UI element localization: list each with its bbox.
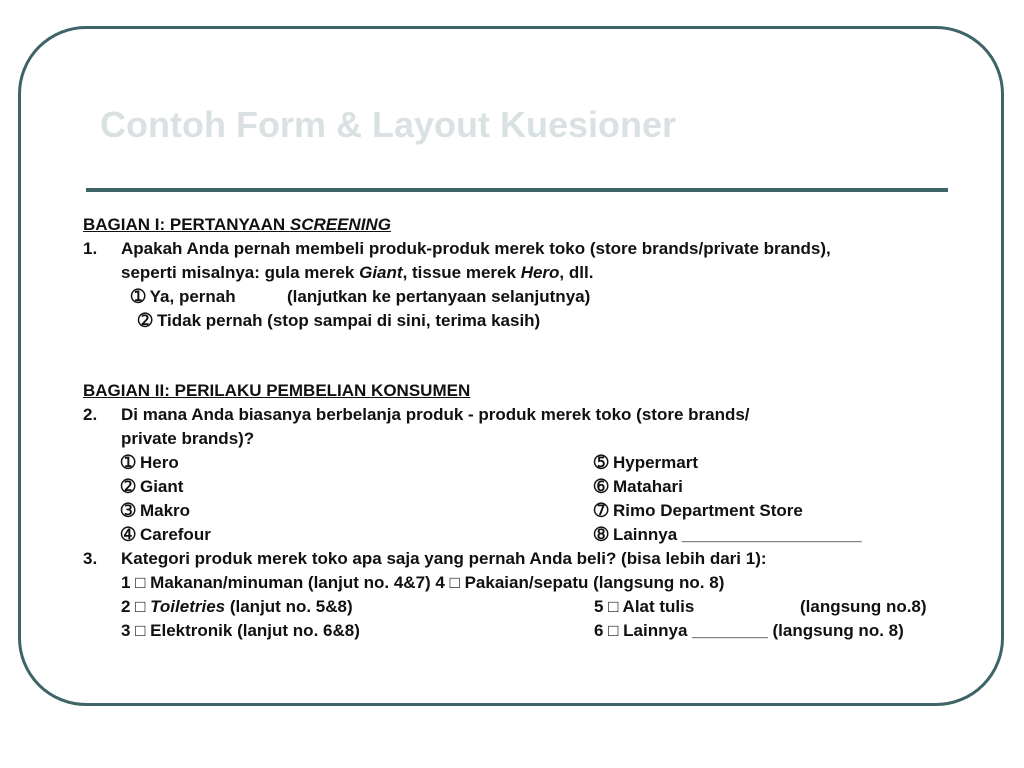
q1-option-no[interactable] — [83, 309, 983, 333]
q1-line2: seperti misalnya: gula merek Giant, tissue merek Hero, dll. — [121, 263, 594, 282]
q3-line1 — [83, 547, 983, 571]
q2-option-row — [83, 499, 983, 523]
q3-option-elektronik[interactable]: 3 □ Elektronik (lanjut no. 6&8) — [121, 621, 360, 640]
q2-line2: private brands)? — [121, 429, 255, 448]
q2-option-giant[interactable]: ➁ Giant — [121, 477, 184, 496]
q2-option-matahari[interactable]: ➅ Matahari — [594, 477, 683, 496]
section1-heading: BAGIAN I: PERTANYAAN SCREENING — [83, 215, 391, 234]
q3-option-alat-tulis-note: (langsung no.8) — [800, 597, 927, 616]
q3-option-alat-tulis[interactable]: 5 □ Alat tulis — [594, 597, 695, 616]
q2-option-rimo[interactable]: ➆ Rimo Department Store — [594, 501, 803, 520]
questionnaire-content — [83, 213, 983, 643]
q2-option-hypermart[interactable]: ➄ Hypermart — [594, 453, 699, 472]
q3-number: 3. — [83, 549, 98, 568]
q3-option-lainnya[interactable]: 6 □ Lainnya ________ (langsung no. 8) — [594, 621, 904, 640]
q1-line1 — [83, 237, 983, 261]
q2-text: Di mana Anda biasanya berbelanja produk - produk merek toko (store brands/ — [121, 405, 750, 424]
q2-option-row — [83, 523, 983, 547]
q3-option-row — [83, 571, 983, 595]
q2-option-makro[interactable]: ➂ Makro — [121, 501, 191, 520]
q1-option-no-label: ➁ Tidak pernah (stop sampai di sini, terima kasih) — [138, 311, 541, 330]
q3-option-row — [83, 619, 983, 643]
q2-option-row — [83, 475, 983, 499]
q2-line1 — [83, 403, 983, 427]
q3-option-row — [83, 595, 983, 619]
q3-text: Kategori produk merek toko apa saja yang pernah Anda beli? (bisa lebih dari 1): — [121, 549, 767, 568]
q3-options-makanan-pakaian[interactable]: 1 □ Makanan/minuman (lanjut no. 4&7) 4 □ Pakaian/sepatu (langsung no. 8) — [121, 573, 725, 592]
page-title: Contoh Form & Layout Kuesioner — [100, 104, 676, 145]
q1-text: Apakah Anda pernah membeli produk-produk merek toko (store brands/private brands), — [121, 239, 831, 258]
q3-option-toiletries[interactable]: 2 □ Toiletries (lanjut no. 5&8) — [121, 597, 353, 616]
q1-option-yes-label: ➀ Ya, pernah — [131, 287, 236, 306]
q2-number: 2. — [83, 405, 98, 424]
title-divider — [86, 188, 948, 192]
q2-option-row — [83, 451, 983, 475]
q2-option-lainnya[interactable]: ➇ Lainnya ___________________ — [594, 525, 862, 544]
q2-option-hero[interactable]: ➀ Hero — [121, 453, 179, 472]
q2-option-carefour[interactable]: ➃ Carefour — [121, 525, 211, 544]
q1-option-yes[interactable] — [83, 285, 983, 309]
q1-number: 1. — [83, 239, 98, 258]
section2-heading: BAGIAN II: PERILAKU PEMBELIAN KONSUMEN — [83, 381, 471, 400]
q1-option-yes-note: (lanjutkan ke pertanyaan selanjutnya) — [287, 287, 591, 306]
